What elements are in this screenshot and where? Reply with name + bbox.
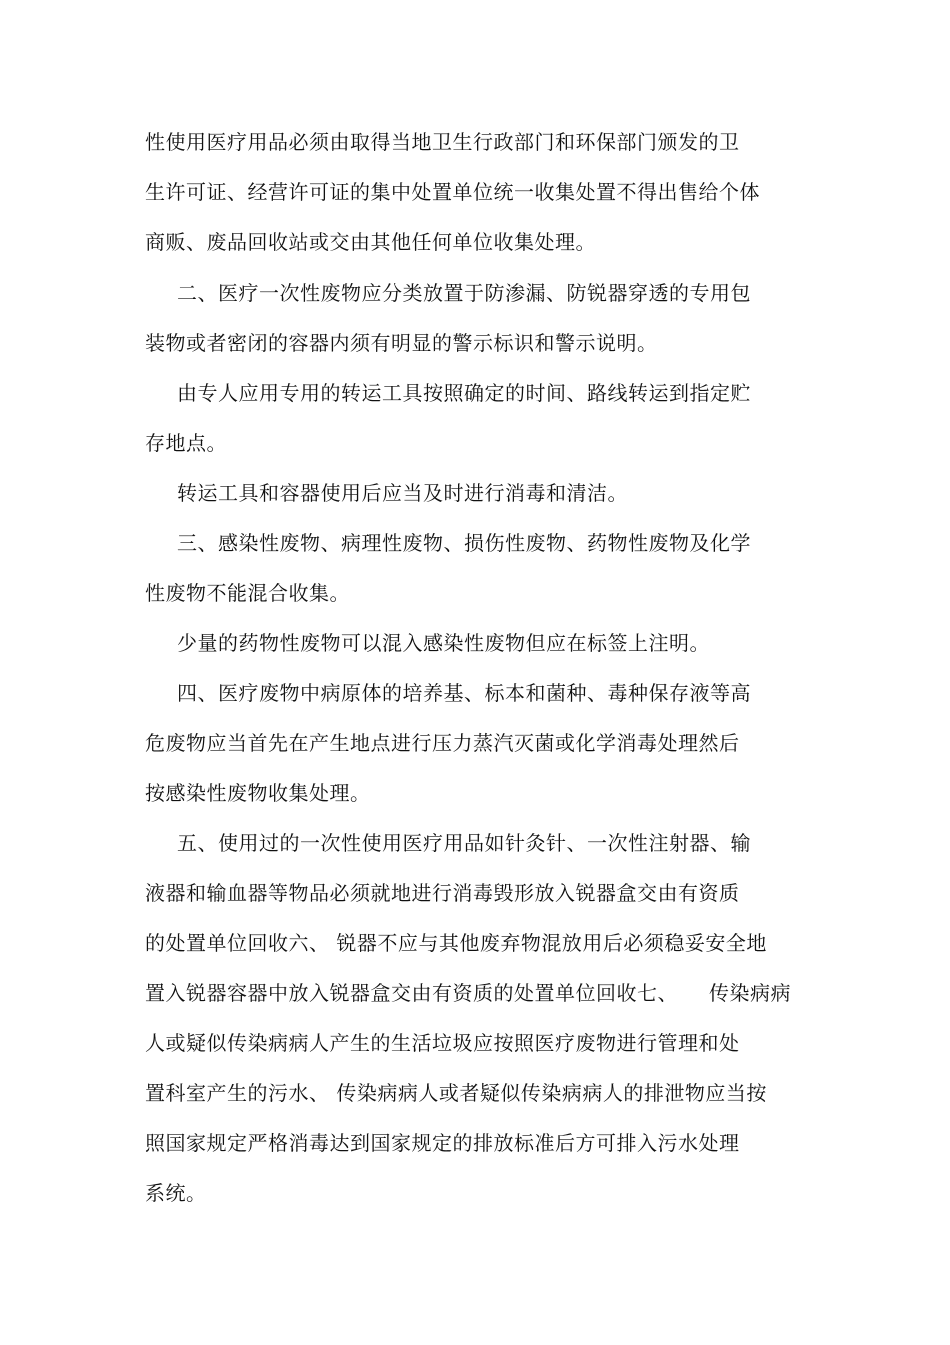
text-line: 置入锐器容器中放入锐器盒交由有资质的处置单位回收七、 传染病病 (145, 981, 791, 1005)
text-line: 存地点。 (145, 431, 227, 455)
text-line: 危废物应当首先在产生地点进行压力蒸汽灭菌或化学消毒处理然后 (145, 731, 740, 755)
paragraph-start-line: 二、医疗一次性废物应分类放置于防渗漏、防锐器穿透的专用包 (177, 281, 751, 305)
paragraph-start-line: 转运工具和容器使用后应当及时进行消毒和清洁。 (177, 481, 628, 505)
text-line: 置科室产生的污水、 传染病病人或者疑似传染病病人的排泄物应当按 (145, 1081, 767, 1105)
text-line: 系统。 (145, 1181, 207, 1205)
text-line: 装物或者密闭的容器内须有明显的警示标识和警示说明。 (145, 331, 658, 355)
text-line: 的处置单位回收六、 锐器不应与其他废弃物混放用后必须稳妥安全地 (145, 931, 767, 955)
paragraph-start-line: 五、使用过的一次性使用医疗用品如针灸针、一次性注射器、输 (177, 831, 751, 855)
text-line: 人或疑似传染病病人产生的生活垃圾应按照医疗废物进行管理和处 (145, 1031, 740, 1055)
text-line: 照国家规定严格消毒达到国家规定的排放标准后方可排入污水处理 (145, 1131, 740, 1155)
text-line: 性使用医疗用品必须由取得当地卫生行政部门和环保部门颁发的卫 (145, 130, 740, 154)
paragraph-start-line: 四、医疗废物中病原体的培养基、标本和菌种、毒种保存液等高 (177, 681, 751, 705)
paragraph-start-line: 由专人应用专用的转运工具按照确定的时间、路线转运到指定贮 (177, 381, 751, 405)
text-line: 性废物不能混合收集。 (145, 581, 350, 605)
text-line: 生许可证、经营许可证的集中处置单位统一收集处置不得出售给个体 (145, 180, 760, 204)
paragraph-start-line: 三、感染性废物、病理性废物、损伤性废物、药物性废物及化学 (177, 531, 751, 555)
text-line: 液器和输血器等物品必须就地进行消毒毁形放入锐器盒交由有资质 (145, 881, 740, 905)
text-line: 按感染性废物收集处理。 (145, 781, 371, 805)
text-line: 商贩、废品回收站或交由其他任何单位收集处理。 (145, 230, 596, 254)
paragraph-start-line: 少量的药物性废物可以混入感染性废物但应在标签上注明。 (177, 631, 710, 655)
